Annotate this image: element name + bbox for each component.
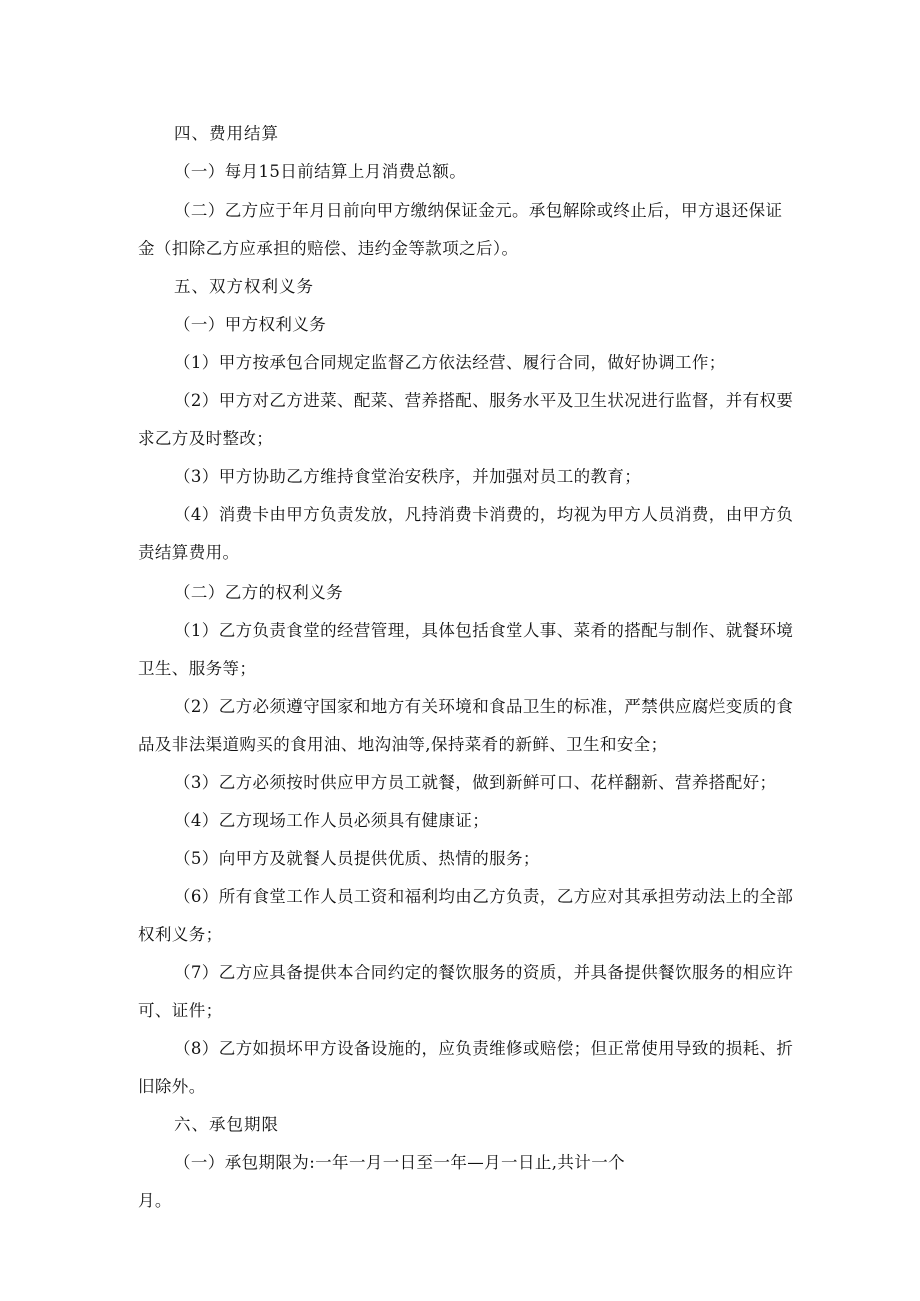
paragraph: （7）乙方应具备提供本合同约定的餐饮服务的资质，并具备提供餐饮服务的相应许可、证件； — [138, 963, 794, 1020]
section-heading-contract-term: 六、承包期限 — [174, 1115, 279, 1134]
section-heading-rights-obligations: 五、双方权利义务 — [174, 277, 314, 296]
paragraph: （5）向甲方及就餐人员提供优质、热情的服务； — [174, 849, 540, 868]
paragraph: （一）承包期限为:一年一月一日至一年—月一日止,共计一个月。 — [138, 1153, 626, 1210]
paragraph: （2）乙方必须遵守国家和地方有关环境和食品卫生的标准，严禁供应腐烂变质的食品及非法渠道购买的食用油、地沟油等,保持菜肴的新鲜、卫生和安全； — [138, 697, 794, 754]
subsection-heading-party-a: （一）甲方权利义务 — [174, 315, 327, 334]
paragraph: （3）乙方必须按时供应甲方员工就餐，做到新鲜可口、花样翻新、营养搭配好； — [174, 773, 777, 792]
subsection-heading-party-b: （二）乙方的权利义务 — [174, 583, 343, 602]
paragraph: （1）甲方按承包合同规定监督乙方依法经营、履行合同，做好协调工作； — [174, 353, 726, 372]
paragraph: （1）乙方负责食堂的经营管理，具体包括食堂人事、菜肴的搭配与制作、就餐环境卫生、服务等； — [138, 621, 794, 678]
paragraph: （6）所有食堂工作人员工资和福利均由乙方负责，乙方应对其承担劳动法上的全部权利义务； — [138, 887, 794, 944]
paragraph: （3）甲方协助乙方维持食堂治安秩序，并加强对员工的教育； — [174, 467, 642, 486]
section-heading-fee-settlement: 四、费用结算 — [174, 124, 279, 143]
paragraph: （2）甲方对乙方进菜、配菜、营养搭配、服务水平及卫生状况进行监督，并有权要求乙方及时整改； — [138, 391, 794, 448]
paragraph: （二）乙方应于年月日前向甲方缴纳保证金元。承包解除或终止后，甲方退还保证金（扣除乙方应承担的赔偿、违约金等款项之后）。 — [138, 201, 783, 258]
paragraph: （4）消费卡由甲方负责发放，凡持消费卡消费的，均视为甲方人员消费，由甲方负责结算费用。 — [138, 505, 794, 562]
paragraph: （一）每月15日前结算上月消费总额。 — [174, 162, 467, 181]
paragraph: （8）乙方如损坏甲方设备设施的，应负责维修或赔偿；但正常使用导致的损耗、折旧除外。 — [138, 1039, 794, 1096]
paragraph: （4）乙方现场工作人员必须具有健康证； — [174, 811, 490, 830]
